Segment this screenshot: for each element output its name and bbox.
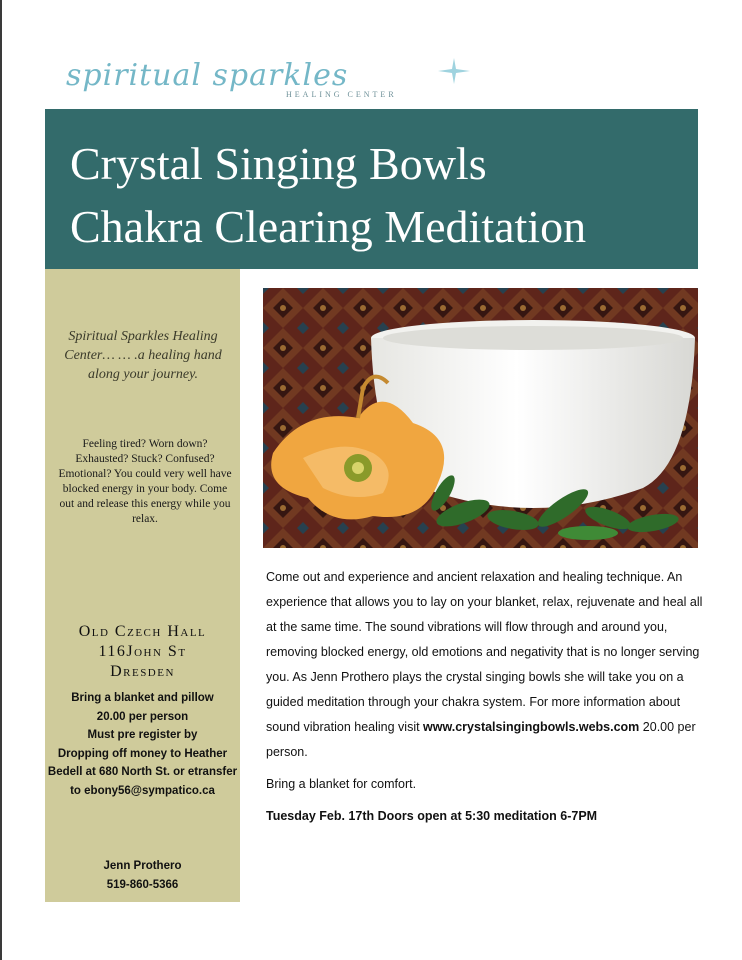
detail-line-email: to ebony56@sympatico.ca — [70, 784, 215, 797]
description-paragraph — [266, 565, 706, 765]
pitch-text: Feeling tired? Worn down? Exhausted? Stuck? Confused? Emotional? You could very well have blocked energy in your body. Come out and release this energy while you relax. — [58, 438, 232, 525]
spiritual-sparkles-logo — [66, 58, 486, 104]
detail-line: Bedell at 680 North St. or etransfer — [47, 766, 238, 778]
venue-address: 116John St — [98, 643, 187, 660]
venue-block — [45, 622, 240, 682]
contact-block — [45, 857, 240, 895]
title-banner — [45, 109, 698, 269]
website-link[interactable]: www.crystalsingingbowls.webs.com — [423, 720, 640, 734]
sparkle-icon — [434, 56, 474, 86]
sidebar — [45, 269, 240, 902]
singing-bowl-image — [263, 288, 698, 548]
description-text: Come out and experience and ancient relaxation and healing technique. An experience that allows you to lay on your blanket, relax, rejuvenate and heal all at the same time. The sound vibrations will flow through and around you, removing blocked energy, old emotions and negativity that is no longer serving you. As Jenn Prothero plays the crystal singing bowls she will take you on a guided meditation through your chakra system. For more information about sound vibration healing visit — [266, 570, 703, 734]
detail-line: Dropping off money to Heather — [57, 747, 228, 760]
title-line-2: Chakra Clearing Meditation — [70, 201, 587, 252]
page-edge — [0, 0, 2, 960]
main-description — [266, 565, 706, 829]
singing-bowl-photo — [263, 288, 698, 548]
event-schedule: Tuesday Feb. 17th Doors open at 5:30 meditation 6-7PM — [266, 809, 598, 823]
blanket-note: Bring a blanket for comfort. — [266, 777, 417, 791]
registration-details — [45, 689, 240, 800]
price-note: 20.00 per person. — [266, 720, 696, 759]
contact-phone: 519-860-5366 — [106, 879, 179, 891]
logo-wordmark: spiritual sparkles — [66, 58, 349, 93]
detail-line: 20.00 per person — [96, 710, 189, 723]
venue-town: Dresden — [110, 663, 175, 680]
title-line-1: Crystal Singing Bowls — [70, 138, 487, 189]
venue-name: Old Czech Hall — [78, 623, 207, 640]
tagline: Spiritual Sparkles Healing Center… … .a healing hand along your journey. — [64, 329, 222, 382]
contact-name: Jenn Prothero — [103, 860, 182, 872]
logo-subtitle: HEALING CENTER — [286, 90, 397, 99]
detail-line: Must pre register by — [87, 729, 198, 741]
detail-line: Bring a blanket and pillow — [71, 692, 214, 704]
